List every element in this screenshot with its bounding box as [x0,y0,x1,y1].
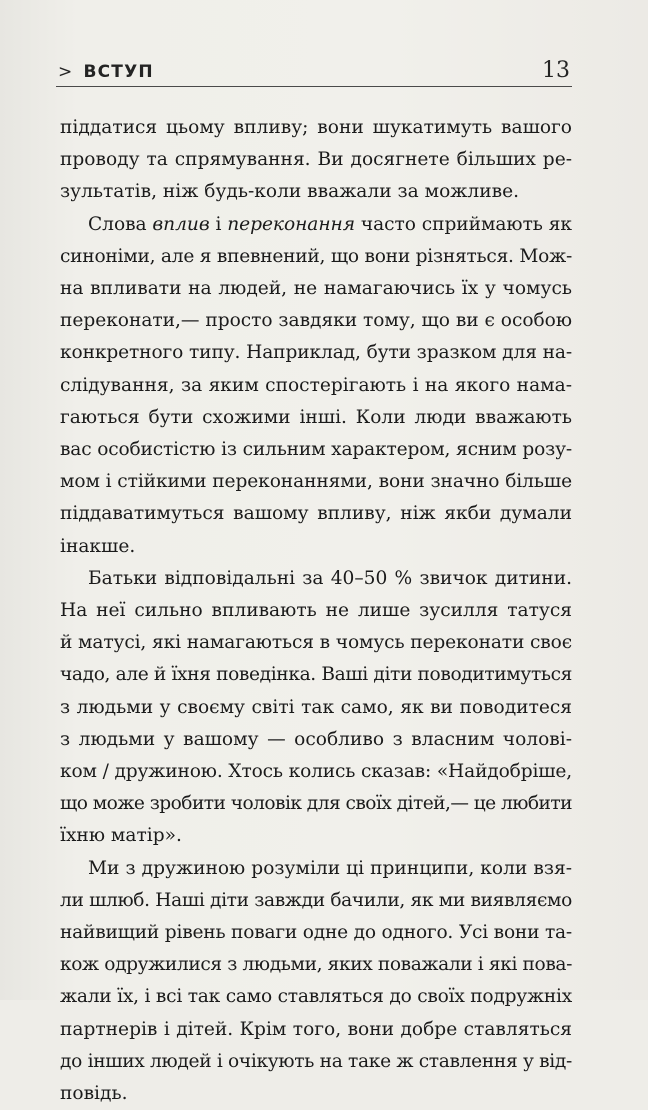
paragraph-1 [60,112,572,209]
text-line: їхню матір». [60,825,182,847]
text-line: найвищий рівень поваги одне до одного. Усі вони та- [60,922,572,944]
paragraph-3 [60,563,572,853]
text-line: ком / дружиною. Хтось колись сказав: «Найдобріше, [60,761,572,783]
text-line: до інших людей і очікують на таке ж ставлення у від- [60,1050,572,1072]
text-line: що може зробити чоловік для своїх дітей,— це любити [60,793,572,815]
text-line: повідь. [60,1083,128,1105]
text-line: жали їх, і всі так само ставляться до своїх подружніх [60,986,572,1008]
paragraph-2 [60,209,572,563]
text-line: На неї сильно впливають не лише зусилля татуся [60,600,572,622]
text-line: піддатися цьому впливу; вони шукатимуть вашого [60,117,572,138]
emphasis-term: вплив [152,213,210,235]
text-line: вас особистістю із сильним характером, ясним розу- [60,439,572,461]
header-rule [56,86,572,87]
section-title [58,62,154,82]
text-line: слідування, за яким спостерігають і на якого нама- [60,374,572,396]
section-title-text: ВСТУП [83,62,154,82]
text-line: конкретного типу. Наприклад, бути зразком для на- [60,342,572,364]
text-fragment: часто сприймають як [355,213,572,235]
text-line: переконати,— просто завдяки тому, що ви є особою [60,310,573,332]
chevron-right-icon: > [58,62,74,82]
text-line: чадо, але й їхня поведінка. Ваші діти поводитимуться [60,664,573,686]
text-line: Батьки відповідальні за 40–50 % звичок дитини. [88,567,572,589]
paragraph-4 [60,853,572,1110]
text-line: мом і стійкими переконаннями, вони значно більше [60,471,572,493]
text-line: зультатів, ніж будь-коли вважали за можливе. [60,181,519,203]
text-line: синоніми, але я впевнений, що вони різняться. Мож- [60,245,572,267]
text-line: ли шлюб. Наші діти завжди бачили, як ми виявляємо [60,889,572,911]
text-line: кож одружилися з людьми, яких поважали і які пова- [60,954,572,976]
text-line: піддаватимуться вашому впливу, ніж якби думали [60,503,572,525]
text-line [60,209,572,241]
text-line: партнерів і дітей. Крім того, вони добре ставляться [60,1018,572,1040]
page-number: 13 [542,58,570,83]
running-header [54,58,572,84]
body-text [60,112,572,1110]
text-line: проводу та спрямування. Ви досягнете більших ре- [60,149,572,171]
emphasis-term: переконання [227,213,355,235]
text-line: на впливати на людей, не намагаючись їх у чомусь [60,278,572,300]
text-line: з людьми у вашому — особливо з власним чолові- [60,728,572,750]
text-line: інакше. [60,535,136,557]
text-fragment: і [209,213,228,235]
text-fragment: Слова [88,213,153,235]
text-line: гаються бути схожими інші. Коли люди вважають [60,406,572,428]
text-line: й матусі, які намагаються в чомусь переконати своє [60,632,572,654]
text-line: з людьми у своєму світі так само, як ви поводитеся [60,696,572,718]
text-line: Ми з дружиною розуміли ці принципи, коли взя- [88,857,572,879]
